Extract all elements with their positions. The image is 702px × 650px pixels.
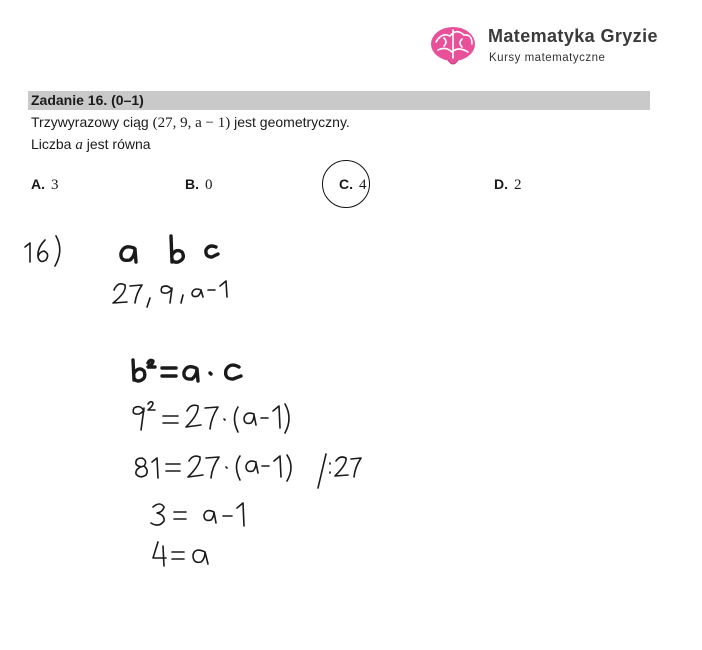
solution-step1: [133, 402, 289, 433]
option-value: 0: [205, 177, 213, 193]
variable-a: a: [75, 137, 83, 153]
task-text: jest równa: [82, 136, 151, 152]
option-letter: A.: [31, 176, 45, 192]
task-text: jest geometryczny.: [230, 114, 350, 130]
brand-name: Matematyka Gryzie: [488, 26, 658, 46]
solution-terms: [113, 281, 227, 307]
sequence-expression: (27, 9, a − 1): [152, 115, 231, 131]
solution-step2: [136, 454, 361, 488]
solution-result: [153, 542, 208, 566]
option-value: 3: [51, 177, 59, 193]
task-text: Trzywyrazowy ciąg: [31, 114, 153, 130]
option-letter: B.: [185, 176, 199, 192]
solution-labels: [121, 236, 218, 262]
option-letter: C.: [339, 176, 353, 192]
brand-subtitle: Kursy matematyczne: [489, 52, 606, 64]
solution-number: [25, 236, 60, 266]
option-value: 2: [514, 177, 522, 193]
option-value: 4: [359, 177, 367, 193]
option-letter: D.: [494, 176, 508, 192]
solution-step3: [151, 503, 244, 526]
solution-formula: [133, 360, 241, 381]
task-text: Liczba: [31, 136, 76, 152]
task-title: Zadanie 16. (0–1): [31, 92, 144, 108]
